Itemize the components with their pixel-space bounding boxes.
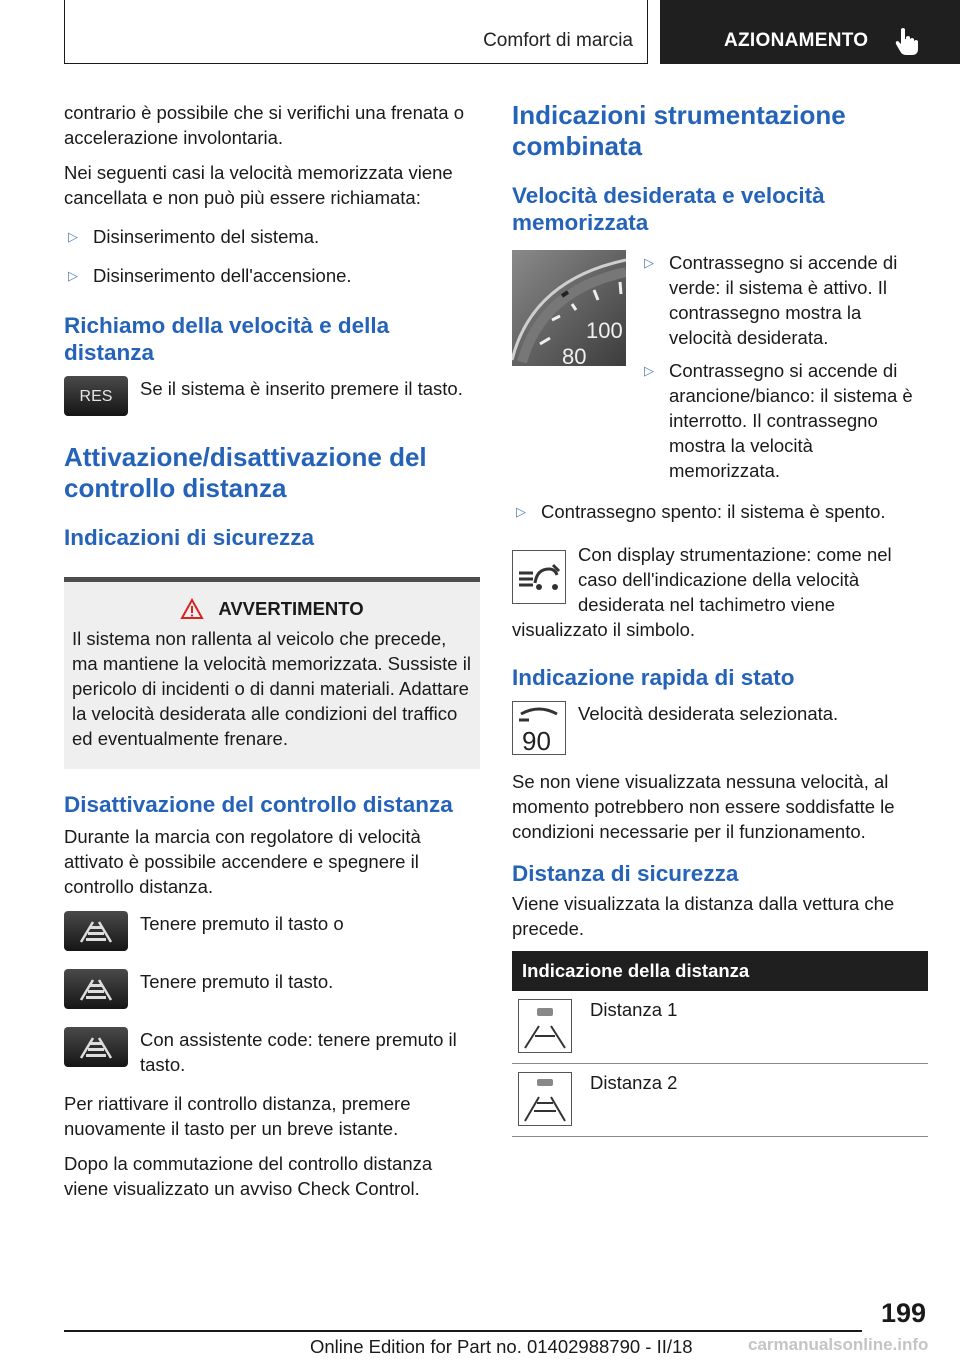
display-text: Con display strumentazione: come nel caso dell'indicazione della velocità desiderata nel tachimetro viene visualizzato il simbolo. <box>512 544 892 640</box>
warning-title: AVVERTIMENTO <box>72 598 472 620</box>
rapid-status-text: Velocità desiderata selezionata. <box>578 703 839 724</box>
distance-control-button-icon <box>64 969 128 1009</box>
bullet-text: Disinserimento dell'accensione. <box>93 265 352 286</box>
distance-button-row <box>64 969 480 1009</box>
acc-car-symbol-icon <box>512 550 566 604</box>
table-row <box>512 1064 928 1137</box>
rapid-status-row <box>512 701 928 755</box>
heading-disattivazione: Disattivazione del controllo distanza <box>64 792 453 817</box>
distance-button-row <box>64 911 480 951</box>
footer-divider <box>64 1330 862 1332</box>
paragraph: Durante la marcia con regolatore di velocità attivato è possibile accendere e spegnere il controllo distanza. <box>64 826 421 897</box>
distance-table <box>512 951 928 1137</box>
paragraph: Nei seguenti casi la velocità memorizzata viene cancellata e non può più essere richiamata: <box>64 162 453 208</box>
header-chapter-box <box>660 0 960 64</box>
res-row <box>64 376 480 416</box>
heading-rapida: Indicazione rapida di stato <box>512 665 795 690</box>
bullet-text: Contrassegno si accende di arancione/bianco: il sistema è interrotto. Il contrassegno mostra la velocità memorizzata. <box>669 360 913 481</box>
bullet-item <box>512 499 928 524</box>
distance-table-header: Indicazione della distanza <box>512 951 928 991</box>
distance-1-icon <box>518 999 572 1053</box>
bullet-text: Disinserimento del sistema. <box>93 226 320 247</box>
distance-row-label: Distanza 1 <box>584 991 928 1064</box>
speedometer-image <box>512 250 626 366</box>
gauge-block <box>512 250 928 497</box>
distance-control-button-icon <box>64 911 128 951</box>
svg-text:80: 80 <box>562 344 587 366</box>
right-column <box>512 100 928 1137</box>
svg-text:100: 100 <box>586 318 623 343</box>
triangle-bullet-icon: ▷ <box>68 229 78 244</box>
button-text: Tenere premuto il tasto. <box>140 971 334 992</box>
bullet-item <box>640 358 928 483</box>
heading-richiamo: Richiamo della velocità e della distanza <box>64 313 390 365</box>
header-section-box <box>64 0 648 64</box>
header-chapter-title: AZIONAMENTO <box>724 30 869 51</box>
res-text: Se il sistema è inserito premere il tasto. <box>140 378 463 399</box>
hand-pointer-icon <box>892 26 922 56</box>
bullet-text: Contrassegno si accende di verde: il sistema è attivo. Il contrassegno mostra la velocità desiderata. <box>669 252 898 348</box>
display-symbol-block <box>512 542 928 642</box>
watermark: carmanualsonline.info <box>748 1335 929 1354</box>
warning-text: Il sistema non rallenta al veicolo che precede, ma mantiene la velocità memorizzata. Sussiste il pericolo di incidenti o di danni materiali. Adattare la velocità desiderata alle condizioni del traffico ed eventualmente frenare. <box>72 628 471 749</box>
svg-text:90: 90 <box>522 726 551 754</box>
bullet-text: Contrassegno spento: il sistema è spento. <box>541 501 886 522</box>
paragraph: Dopo la commutazione del controllo distanza viene visualizzato un avviso Check Control. <box>64 1153 433 1199</box>
triangle-bullet-icon: ▷ <box>68 268 78 283</box>
paragraph: Se non viene visualizzata nessuna velocità, al momento potrebbero non essere soddisfatte le condizioni necessarie per il funzionamento. <box>512 771 895 842</box>
heading-distanza: Distanza di sicurezza <box>512 861 739 886</box>
triangle-bullet-icon: ▷ <box>516 504 526 519</box>
header-section-title: Comfort di marcia <box>483 30 633 51</box>
button-text: Con assistente code: tenere premuto il tasto. <box>140 1029 457 1075</box>
footer-edition: Online Edition for Part no. 01402988790 - II/18 <box>310 1336 693 1357</box>
heading-velocita: Velocità desiderata e velocità memorizzata <box>512 183 825 235</box>
triangle-bullet-icon: ▷ <box>644 255 654 270</box>
table-row <box>512 991 928 1064</box>
page-number: 199 <box>880 1298 926 1328</box>
heading-attivazione: Attivazione/disattivazione del controllo distanza <box>64 442 427 503</box>
distance-row-label: Distanza 2 <box>584 1064 928 1137</box>
bullet-item <box>640 250 928 350</box>
speed-90-symbol-icon <box>512 701 566 755</box>
res-button-icon: RES <box>64 376 128 416</box>
bullet-item <box>64 263 480 288</box>
triangle-bullet-icon: ▷ <box>644 363 654 378</box>
heading-sicurezza: Indicazioni di sicurezza <box>64 525 315 550</box>
button-text: Tenere premuto il tasto o <box>140 913 344 934</box>
bullet-item <box>64 224 480 249</box>
left-column <box>64 100 480 1211</box>
warning-box <box>64 577 480 769</box>
distance-2-icon <box>518 1072 572 1126</box>
warning-triangle-icon <box>180 598 204 620</box>
paragraph: Viene visualizzata la distanza dalla vettura che precede. <box>512 893 895 939</box>
paragraph: contrario è possibile che si verifichi una frenata o accelerazione involontaria. <box>64 102 465 148</box>
heading-strumentazione: Indicazioni strumentazione combinata <box>512 100 846 161</box>
distance-button-row <box>64 1027 480 1077</box>
paragraph: Per riattivare il controllo distanza, premere nuovamente il tasto per un breve istante. <box>64 1093 411 1139</box>
distance-control-button-icon <box>64 1027 128 1067</box>
